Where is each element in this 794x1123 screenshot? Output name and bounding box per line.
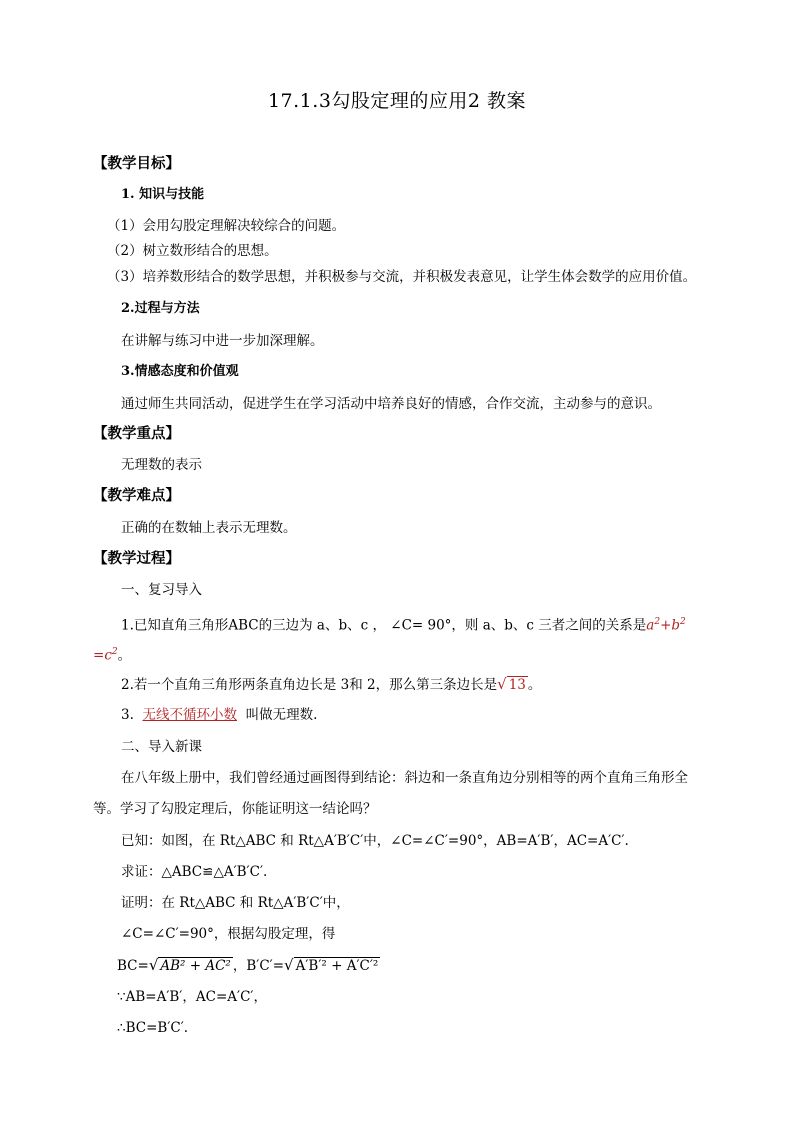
question-1-cont [93, 642, 131, 666]
section-difficult-heading: 【教学难点】 [93, 487, 180, 504]
proof-line-3 [117, 955, 380, 976]
proof-bc-label: BC= [117, 958, 149, 974]
sqrt-ab-ac-expr: AB² + AC² [160, 958, 231, 974]
sqrt-13-value: 13 [508, 677, 526, 693]
intro-line-2: 等。学习了勾股定理后，你能证明这一结论吗？ [93, 801, 377, 817]
goal-2-title: 2.过程与方法 [121, 301, 200, 316]
intro-line-1: 在八年级上册中，我们曾经通过画图得到结论：斜边和一条直角边分别相等的两个直角三角形全 [121, 770, 688, 786]
question-1-end: 。 [117, 647, 132, 664]
question-1 [121, 612, 686, 636]
proof-line-2: ∠C=∠C′=90°，根据勾股定理，得 [121, 926, 336, 942]
section-key-heading: 【教学重点】 [93, 425, 180, 442]
difficult-text: 正确的在数轴上表示无理数。 [121, 520, 297, 536]
goal-1-title: 1. 知识与技能 [121, 187, 205, 202]
question-3-blank-answer: 无线不循环小数 [142, 707, 237, 723]
goal-3-text: 通过师生共同活动，促进学生在学习活动中培养良好的情感，合作交流，主动参与的意识。 [121, 396, 661, 412]
goal-1-line-3: （3）培养数形结合的数学思想，并积极参与交流，并积极发表意见，让学生体会数学的应用价值。 [107, 269, 697, 285]
sqrt-ab-ac: √ AB² + AC² [148, 956, 231, 974]
process-part2: 二、导入新课 [121, 739, 202, 755]
sqrt-prime-expr-value: A′B′² + A′C′² [295, 958, 379, 974]
answer-b-sup: 2 [680, 617, 686, 627]
prove-line: 求证：△ABC≌△A′B′C′. [121, 864, 268, 880]
proof-line-5: ∴BC=B′C′. [117, 1020, 189, 1036]
question-3-num: 3. [121, 707, 134, 723]
sqrt-prime-expr: √ A′B′² + A′C′² [284, 956, 379, 974]
given-line: 已知：如图，在 Rt△ABC 和 Rt△A′B′C′中，∠C=∠C′=90°，AB=A′B′，AC=A′C′. [121, 833, 629, 849]
question-1-text: 1.已知直角三角形ABC的三边为 a、b、c ， ∠C= 90°，则 a、b、c 三者之间的关系是 [121, 617, 647, 634]
goal-1-line-1: （1）会用勾股定理解决较综合的问题。 [107, 218, 346, 234]
goal-2-text: 在讲解与练习中进一步加深理解。 [121, 333, 324, 349]
question-2-end: 。 [527, 677, 542, 693]
proof-bc-prime-label: ，B′C′= [232, 958, 285, 974]
answer-eq: = [93, 647, 105, 664]
question-3 [121, 705, 317, 725]
question-2-text: 2.若一个直角三角形两条直角边长是 3和 2，那么第三条边长是 [121, 677, 498, 693]
answer-a-sup: 2 [654, 617, 661, 627]
proof-line-4: ∵AB=A′B′，AC=A′C′， [117, 989, 267, 1005]
sqrt-13: √ 13 [497, 675, 526, 693]
goal-3-title: 3.情感态度和价值观 [121, 364, 239, 379]
answer-a: a [646, 617, 655, 634]
answer-b: b [671, 617, 681, 634]
key-text: 无理数的表示 [121, 457, 202, 473]
question-2 [121, 674, 541, 695]
page-title: 17.1.3勾股定理的应用2 教案 [267, 90, 527, 112]
proof-line-1: 证明：在 Rt△ABC 和 Rt△A′B′C′中， [121, 895, 350, 911]
answer-plus: + [660, 617, 672, 634]
section-process-heading: 【教学过程】 [93, 550, 180, 567]
answer-c-sup: 2 [111, 647, 118, 657]
process-part1: 一、复习导入 [121, 582, 202, 598]
answer-c: c [104, 647, 112, 664]
question-3-end: 叫做无理数. [245, 707, 318, 723]
section-goals-heading: 【教学目标】 [93, 155, 180, 172]
goal-1-line-2: （2）树立数形结合的思想。 [107, 243, 278, 259]
